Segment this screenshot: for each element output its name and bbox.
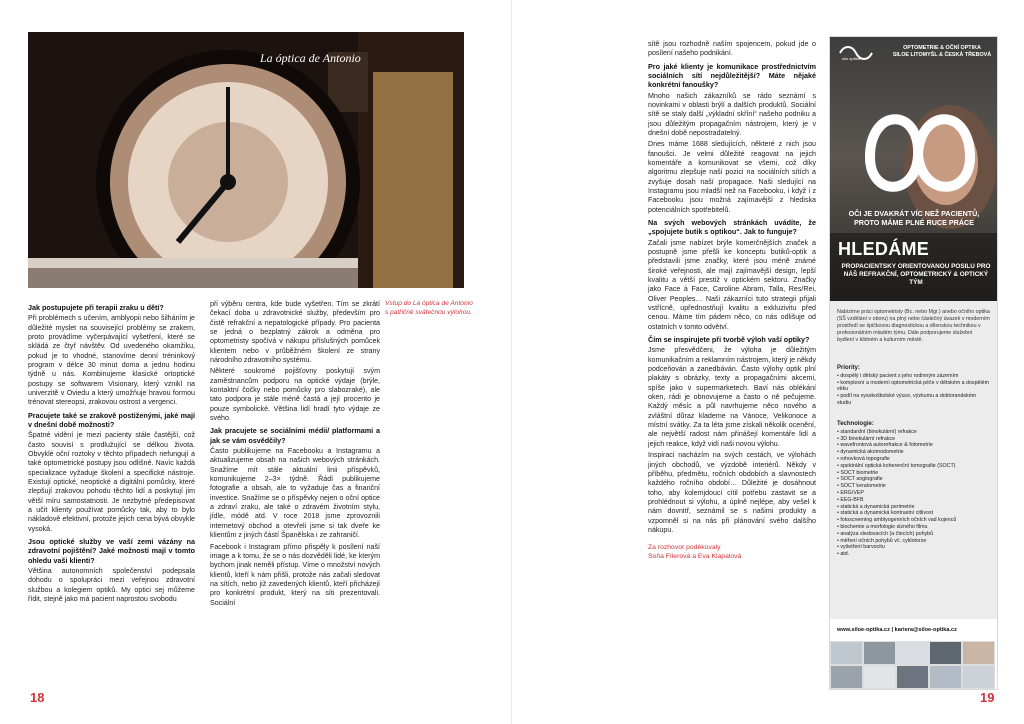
ad-list-item: • statická a dynamická kontrastní citlivost: [837, 510, 990, 517]
ad-photo-thumb: [896, 665, 929, 689]
ad-logo-text: silo optika: [842, 56, 860, 61]
ad-list-item: • SOCT biometrie: [837, 470, 990, 477]
ad-photo-thumb: [962, 641, 995, 665]
ad-priorities-title: Priority:: [837, 365, 861, 371]
article-column-2: [210, 300, 380, 610]
article-heading: Pracujete také se zrakově postiženými, jaké mají v dnešní době možnosti?: [28, 410, 195, 430]
ad-list-item: • atd.: [837, 551, 990, 558]
ad-technologies: [837, 421, 990, 558]
ad-list-item: • statická a dynamická perimetrie: [837, 504, 990, 511]
ad-body: [830, 301, 997, 619]
ad-portrait-illustration: [830, 37, 997, 233]
article-paragraph: Při problémech s učením, amblyopii nebo šilháním je důležité myslet na související problémy se zrakem, proto provádíme vyčerpávající vyšetření, které se skládá ze čtyř návštěv. Od uvedeného okamžiku, pokud je to vhodné, stanovíme denní tréninkový program v délce 30 minut doma a jednu hodinu týdně u nás. Kombinujeme klasické ortoptické postupy se softwarem Visionary, který vznikl na univerzitě v Oviedu a který umožňuje hravou formou trénovat stereopsi, zrakovou ostrost a vergenci.: [28, 314, 195, 407]
ad-photo-thumb: [863, 641, 896, 665]
ad-list-item: • rohovková topografie: [837, 456, 990, 463]
article-paragraph: Mnoho našich zákazníků se rádo seznámí s novinkami v oblasti brýlí a dalších produktů. Sociální sítě se staly další „výkladní skříní“ našeho podniku a jsou důležitým propagačním nástrojem, který je v dnešní době nepostradatelný.: [648, 91, 816, 137]
ad-header: [892, 45, 992, 59]
ad-list-item: • SOCT keratometrie: [837, 483, 990, 490]
ad-photo-thumb: [929, 641, 962, 665]
ad-list-item: • standardní (binokulární) refrakce: [837, 429, 990, 436]
ad-list-item: • EEG-BFB: [837, 497, 990, 504]
article-column-1: [28, 300, 195, 606]
article-column-3: [648, 40, 816, 561]
ad-list-item: • fotoscreening amblyogenních očních vad kojenců: [837, 517, 990, 524]
article-heading: Jak pracujete se sociálními médii/ platformami a jak se vám osvědčily?: [210, 426, 380, 445]
article-paragraph: při výběru centra, kde bude vyšetřen. Tím se zkrátí čekací doba u zdravotnické služby, především pro čistě refrakční a nepatologické případy. Pro pacienta se jedná o bezplatný zákrok a odměna pro optometristy spočívá v nákupu příslušných pomůcek klientem nebo v průběžném školení ze strany národního zdravotního systému.: [210, 300, 380, 365]
ad-slogan-line2: PROTO MÁME PLNÉ RUCE PRÁCE: [853, 218, 975, 227]
ad-list-item: • vyšetření barvocitu: [837, 544, 990, 551]
article-paragraph: Začali jsme nabízet brýle komerčnějších značek a postupně jsme přešli ke konceptu butiků-optik a představili jsme značky, které jsou méně známé široké veřejnosti, ale mají zajímavější design, lepší kvalitu a větší prestiž v optickém sektoru. Značky jako Face à Face, Caroline Abram, Talla, Res/Rei, Oliver Peoples… Naši zákazníci tuto strategii přijali vstřícně, upřednostňují kvalitu a exkluzivitu před cenou. Máme tím pádem něco, co nás odlišuje od ostatních v tomto odvětví.: [648, 238, 816, 331]
ad-intro: Nabízíme práci optometristy (Bc. nebo Mgr.) anebo očního optika (SŠ vzdělání v oboru) na plný nebo částečný úvazek v moderním prostředí se špičkovou diagnostickou a dílenskou technikou v profesionálním mladém týmu. Dále podporujeme služební bydlení v klidném a kulturním městě.: [837, 309, 990, 343]
ad-list-item: • SOCT angiografie: [837, 476, 990, 483]
ad-photo-thumb: [830, 665, 863, 689]
ad-big-title: HLEDÁME: [838, 239, 930, 259]
ad-photo-thumb: [896, 641, 929, 665]
interview-credit: [648, 543, 816, 561]
credit-line: Soňa Fílerová a Eva Klapalová: [648, 553, 742, 561]
page-number-right: 19: [980, 690, 995, 705]
ad-list-item: • analýza sledovacích (a čtecích) pohybů: [837, 531, 990, 538]
ad-list-item: • spektrální optická koherenční tomografie (SOCT): [837, 463, 990, 470]
article-paragraph: Špatné vidění je mezi pacienty stále častější, což často souvisí s prodlužující se délkou života. Obvyklé oční roztoky v těchto případech nefungují a také optometrické postupy jsou odlišné. Navíc každá specializace vyžaduje školení a specifické nástroje. Existují optické, neoptické a digitální pomůcky, které zlepšují zrakovou pohodu těchto lidí a poskytují jim větší míru samostatnosti. Je nezbytné předepisovat a učit klienty používat pomůcky tak, aby to bylo nákladově efektivní, protože jejich cena bývá obvykle vysoká.: [28, 431, 195, 533]
ad-priorities: [837, 365, 990, 407]
ad-subtitle: PROPACIENTSKY ORIENTOVANOU POSILU PRO NÁŠ REFRAKČNÍ, OPTOMETRICKÝ & OPTICKÝ TÝM: [841, 263, 991, 286]
ad-list-item: • podíl na vysokoškolské výuce, výzkumu a doktorandském studiu: [837, 393, 990, 407]
ad-list-item: • ERG/VEP: [837, 490, 990, 497]
ad-priorities-list: [837, 373, 990, 407]
siloe-logo-icon: [836, 43, 886, 61]
article-paragraph: Inspiraci nacházím na svých cestách, ve výlohách jiných obchodů, ve výzdobě interiérů. Někdy v příběhu, předmětu, ročních obdobích a slavnostech každého ročního období… Důležité je dosáhnout toho, aby kolemjdoucí cítil potřebu zastavit se a prohlédnout si výlohu, a úplně nejlépe, aby vešel k nám dovnitř, seznámil se s našimi produkty a vzpomněl si na nás při plánování svého dalšího nákupu.: [648, 451, 816, 534]
ad-technologies-list: [837, 429, 990, 558]
article-heading: Jsou optické služby ve vaší zemi vázány na zdravotní pojištění? Jaké možnosti mají v tomto ohledu vaši klienti?: [28, 537, 195, 565]
ad-list-item: • 3D binokulární refrakce: [837, 436, 990, 443]
ad-list-item: • komplexní a moderní optometrická péče v dětském a dospělém věku: [837, 380, 990, 394]
ad-contact[interactable]: www.siloe-optika.cz | kariera@siloe-optika.cz: [837, 627, 957, 633]
ad-photo-thumb: [962, 665, 995, 689]
ad-list-item: • wavefrontová autorefrakce & fotometrie: [837, 442, 990, 449]
storefront-clock-photo: [28, 32, 464, 288]
ad-list-item: • biochemie a morfologie slzného filmu: [837, 524, 990, 531]
ad-list-item: • dynamická akomodometrie: [837, 449, 990, 456]
article-heading: Na svých webových stránkách uvádíte, že „spojujete butik s optikou“. Jak to funguje?: [648, 218, 816, 237]
photo-caption: Vstup do La óptica de Antonio s patřičně svátečnou výlohou.: [385, 300, 473, 316]
article-paragraph: Často publikujeme na Facebooku a Instagramu a aktualizujeme obsah na našich webových stránkách. Snažíme mít stále aktuální linii příspěvků, komunikujeme 2–3× týdně. Řádí publikujeme fotografie a obsah, ale to vyžaduje čas a finanční investice. Snažíme se o příspěvky nejen o oční optice a zdraví zraku, ale také o zdravém životním stylu, jídle, módě atd. V roce 2018 jsme zprovoznili internetový obchod a otevřeli jsme si tak dveře ke klientům z jiných částí Španělska i ze zahraničí.: [210, 447, 380, 540]
article-paragraph: Většina autonomních společenství podepsala dohodu o spolupráci mezi veřejnou zdravotní službou a kolegiem optiků. My optici sej můžeme řídit, stejně jako má pacient naprostou svobodu: [28, 567, 195, 604]
photo-shop-sign: La óptica de Antonio: [260, 51, 361, 65]
ad-list-item: • měření očních pohybů vč. cyklotorze: [837, 538, 990, 545]
clock-window-illustration: [28, 32, 464, 288]
article-heading: Čím se inspirujete při tvorbě výloh vaší optiky?: [648, 335, 810, 345]
ad-technologies-title: Technologie:: [837, 421, 874, 427]
article-heading: Pro jaké klienty je komunikace prostřednictvím sociálních sítí nejdůležitější? Máte nějaké konkrétní fanoušky?: [648, 61, 816, 90]
article-paragraph: Facebook i Instagram přímo přispěly k posílení naší image a k tomu, že se o nás dozvěděli lidé, ke kterým bychom jinak neměli přístup. Víme o množství nových klientů, kteří k nám přišli, protože nás začali sledovat na sítích, nebo již zavedených klientů, kteří přicházejí pro konkrétní produkt, který na síti prezentovali. Sociální: [210, 542, 380, 607]
article-paragraph: Některé soukromé pojišťovny poskytují svým zaměstnancům podporu na optické výdaje (brýle, kontaktní čočky nebo pomůcky pro slabozraké), ale tato podpora je stále méně častá a její procento je pouze symbolické. Většina lidí hradí tyto výdaje ze svého.: [210, 367, 380, 423]
ad-photo-thumb: [929, 665, 962, 689]
job-advertisement: [829, 36, 998, 690]
ad-photo-strip: [830, 641, 997, 689]
article-paragraph: sítě jsou rozhodně naším spojencem, pokud jde o posílení našeho podnikání.: [648, 40, 816, 58]
ad-slogan: [834, 209, 994, 227]
ad-photo-thumb: [863, 665, 896, 689]
article-paragraph: Dnes máme 1688 sledujících, některé z nich jsou fanoušci. Je velmi důležité reagovat na jejich komentáře a komunikovat se všemi, což díky algoritmu zlepšuje naši pozici na sociálních sítích a zvyšuje dosah naší propagace. Naši sledující na Instagramu jsou mladší než na Facebooku, i když i z Facebooku jsou možná zajímavější z hlediska potenciálních spotřebitelů.: [648, 140, 816, 214]
article-heading: Jak postupujete při terapii zraku u dětí?: [28, 303, 164, 312]
ad-header-line1: OPTOMETRIE & OČNÍ OPTIKA: [903, 45, 981, 51]
ad-slogan-line1: OČI JE DVAKRÁT VÍC NEŽ PACIENTŮ,: [848, 209, 980, 218]
ad-header-line2: SILOE LITOMYŠL & ČESKÁ TŘEBOVÁ: [892, 52, 992, 58]
ad-photo-thumb: [830, 641, 863, 665]
article-paragraph: Jsme přesvědčeni, že výloha je důležitým komunikačním a reklamním nástrojem, který je někdy podceňován a zanedbáván. Často výlohy optik plní plakáty s obrázky, texty a propagačními akcemi, spíše jako v supermarketech. Baví nás oblékání oken, rádi je obnovujeme a často o ně pečujeme. Každý měsíc a půl navrhujeme něco nového a zvláštní důraz klademe na Vánoce, Velikonoce a místní svátky. Za ta léta jsme získali několik ocenění, ale největší radost nám přinášejí komentáře lidí a jejich reakce, když vidí naši novou výlohu.: [648, 346, 816, 448]
ad-list-item: • dospělý i dětský pacient s jeho rodinným zázemím: [837, 373, 990, 380]
page-number-left: 18: [30, 690, 45, 705]
credit-line: Za rozhovor poděkovaly: [648, 544, 721, 552]
